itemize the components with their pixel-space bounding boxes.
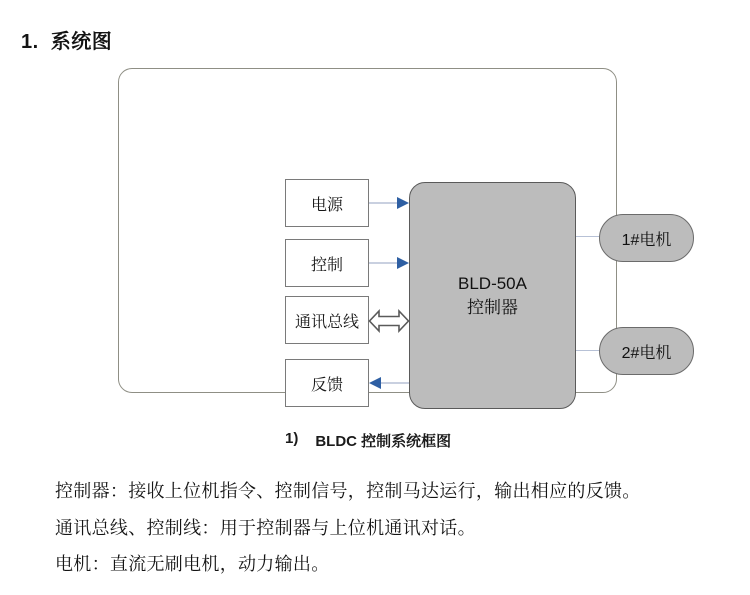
motor1-label: 1#电机 xyxy=(621,231,672,249)
communication-bus-box xyxy=(285,296,369,344)
controller-name-label: 控制器 xyxy=(467,297,518,317)
description-line-controller: 控制器：接收上位机指令、控制信号，控制马达运行，输出相应的反馈。 xyxy=(55,481,641,501)
description-line-motor: 电机：直流无刷电机，动力输出。 xyxy=(55,554,330,574)
motor1-node xyxy=(599,214,694,262)
control-arrow-right-icon xyxy=(369,256,409,270)
motor2-connector-line xyxy=(576,350,599,351)
feedback-arrow-left-icon xyxy=(369,376,409,390)
figure-caption-number: 1) xyxy=(285,430,299,447)
power-box-label: 电源 xyxy=(310,196,343,214)
motor2-node xyxy=(599,327,694,375)
figure-caption xyxy=(285,430,451,451)
power-arrow-right-icon xyxy=(369,196,409,210)
feedback-box xyxy=(285,359,369,407)
description-line-bus: 通讯总线、控制线：用于控制器与上位机通讯对话。 xyxy=(55,518,476,538)
system-diagram-panel xyxy=(118,68,672,394)
bus-double-arrow-icon xyxy=(368,307,410,335)
page-title: 1. 系统图 xyxy=(21,31,113,53)
figure-caption-text: BLDC 控制系统框图 xyxy=(315,433,452,450)
motor1-connector-line xyxy=(576,236,599,237)
communication-bus-box-label: 通讯总线 xyxy=(294,313,359,331)
power-box xyxy=(285,179,369,227)
control-box-label: 控制 xyxy=(310,256,343,274)
controller-block xyxy=(409,182,576,409)
controller-model-label: BLD-50A xyxy=(458,273,527,293)
motor2-label: 2#电机 xyxy=(621,344,672,362)
feedback-box-label: 反馈 xyxy=(310,376,343,394)
control-box xyxy=(285,239,369,287)
